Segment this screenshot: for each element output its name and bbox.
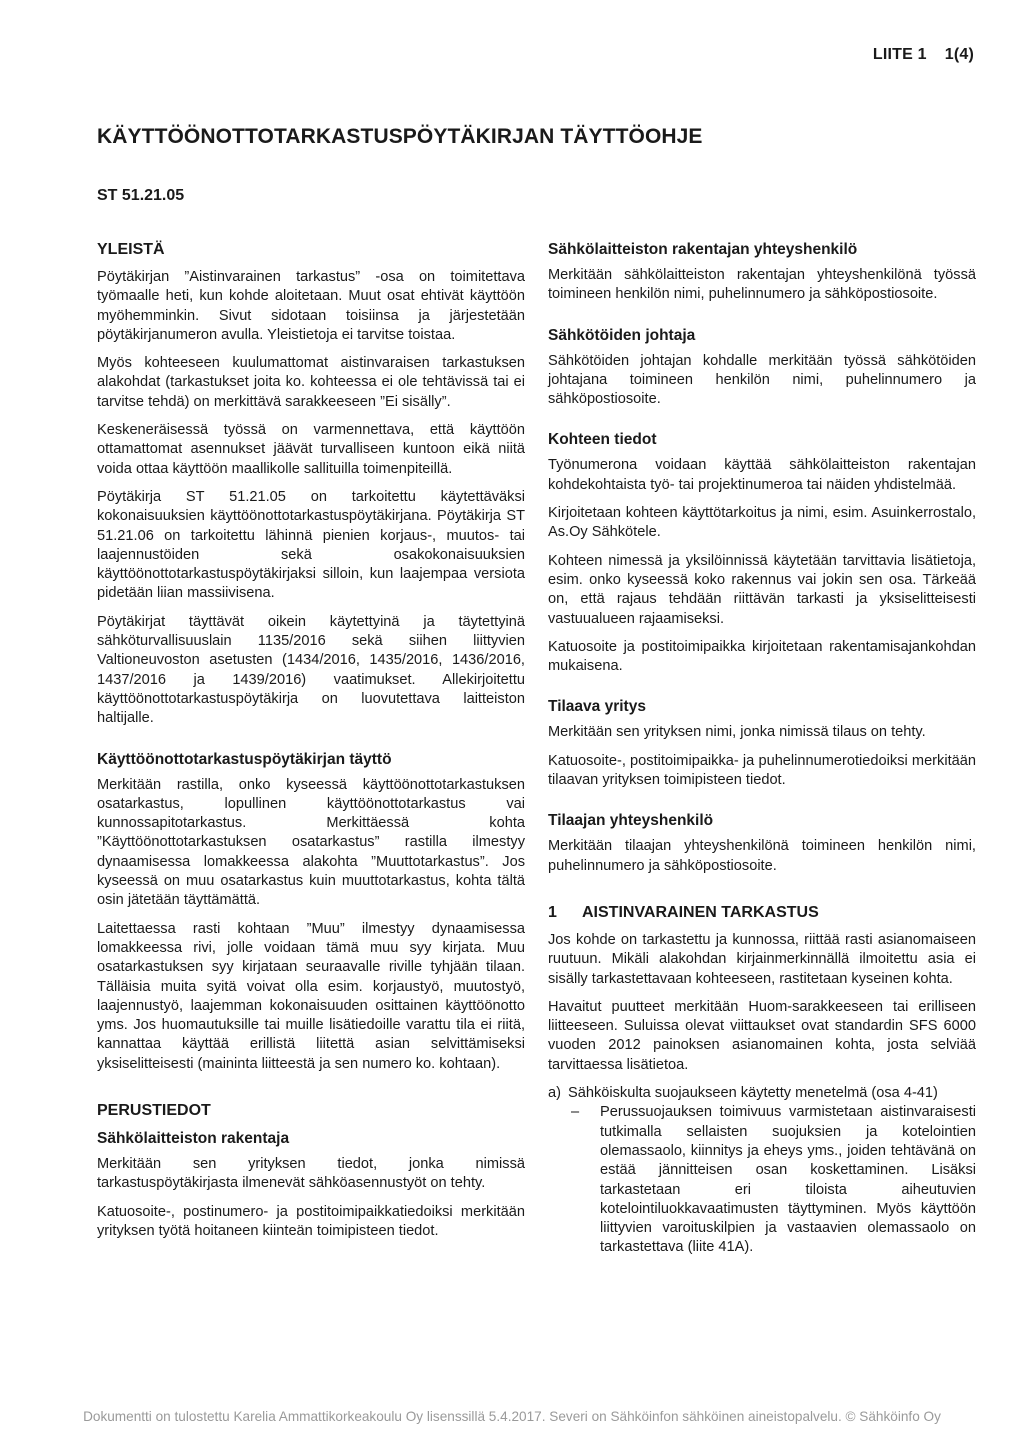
tilaajan-heading: Tilaajan yhteyshenkilö [548,812,714,830]
paragraph: Pöytäkirjan ”Aistinvarainen tarkastus” -osa on toimitettava työmaalle heti, kun kohde aloitetaan. Muut osat ehtivät käyttöön myöhemminkin. Sivut sidotaan toisiinsa ja järjestetään pöytäkirjanumeron avulla. Yleistietoja ei tarvitse toistaa. [97,269,525,343]
document-code: ST 51.21.05 [97,187,185,204]
kohde-heading: Kohteen tiedot [548,431,657,449]
dash-list-item [568,1103,976,1257]
paragraph: Merkitään sen yrityksen tiedot, jonka nimissä tarkastuspöytäkirjasta ilmenevät sähköasennustyöt on tehty. [97,1155,525,1192]
paragraph: Katuosoite ja postitoimipaikka kirjoitetaan rakentamisajankohdan mukaisena. [548,638,976,675]
page-header [873,46,974,64]
section-title: AISTINVARAINEN TARKASTUS [582,903,819,921]
paragraph: Kirjoitetaan kohteen käyttötarkoitus ja nimi, esim. Asuinkerrostalo, As.Oy Sähkötele. [548,505,976,541]
paragraph: Pöytäkirja ST 51.21.05 on tarkoitettu käytettäväksi kokonaisuuksien käyttöönottotarkastuspöytäkirjana. Pöytäkirja ST 51.21.06 on tarkoitettu lähinnä pienien korjaus-, muutos- tai laajennustöiden sekä osakokonaisuuksien käyttöönottotarkastuspöytäkirjaksi silloin, kun laajempaa versiota pidetään liian massiivisena. [97,488,525,602]
paragraph: Merkitään sähkölaitteiston rakentajan yhteyshenkilönä työssä toimineen henkilön nimi, puhelinnumero ja sähköpostiosoite. [548,267,976,303]
paragraph: Keskeneräisessä työssä on varmennettava, että käyttöön ottamattomat asennukset jäävät turvalliseen kuntoon eikä niitä voida ottaa käyttöön maallikolle sallituilla toimenpiteillä. [97,422,525,477]
section-number: 1 [548,903,557,921]
dash-item-text: Perussuojauksen toimivuus varmistetaan aistinvaraisesti tutkimalla sellaisten suojuksien ja kotelointien olemassaolo, kiinnitys ja eheys yms., joiden tehtävänä on estää jännitteisen osan koskettaminen. Lisäksi tarkastetaan eri tiloista aiheutuvien kotelointiluokkavaatimusten täyttyminen. Myös käyttöön liittyvien varoituskilpien ja vastaavien olemassaolo on tarkastettava (liite 41A). [600,1104,976,1256]
tilaava-heading: Tilaava yritys [548,698,646,716]
dash-marker: – [571,1104,580,1121]
document-title: KÄYTTÖÖNOTTOTARKASTUSPÖYTÄKIRJAN TÄYTTÖOHJE [97,125,703,148]
paragraph: Merkitään tilaajan yhteyshenkilönä toimineen henkilön nimi, puhelinnumero ja sähköpostiosoite. [548,838,976,874]
paragraph: Katuosoite-, postinumero- ja postitoimipaikkatiedoiksi merkitään yrityksen työtä hoitaneen kiinteän toimipisteen tiedot. [97,1203,525,1239]
paragraph: Työnumerona voidaan käyttää sähkölaitteiston rakentajan kohdekohtaista työ- tai projektinumeroa tai näiden yhdistelmää. [548,457,976,493]
paragraph: Sähkötöiden johtajan kohdalle merkitään työssä sähkötöiden johtajana toimineen henkilön nimi, puhelinnumero ja sähköpostiosoite. [548,352,976,408]
paragraph: Laitettaessa rasti kohtaan ”Muu” ilmestyy dynaamisessa lomakkeessa rivi, jolle voidaan tämä muu syy kirjata. Muu osatarkastuksen syy kirjataan seuraavalle riville tyhjään tilaan. Tälläisia muita syitä voivat olla esim. korjaustyö, muutostyö, laajennustyö, laajemman kokonaisuuden osittainen käyttöönotto yms. Jos huomautuksille tai muille lisätiedoille varattu tila ei riitä, kannattaa käyttää erillistä liitettä asian selvittämiseksi yksiselitteisesti (maininta liitteestä ja sen numero ko. kohtaan). [97,920,525,1072]
paragraph: Havaitut puutteet merkitään Huom-sarakkeeseen tai erilliseen liitteeseen. Suluissa olevat viittaukset ovat standardin SFS 6000 vuoden 2012 painoksen asianomainen kohta, josta selviää tarvittaessa lisätietoa. [548,998,976,1073]
left-column [97,240,525,1250]
perustiedot-heading: PERUSTIEDOT [97,1101,211,1119]
paragraph: Pöytäkirjat täyttävät oikein käytettyinä ja täytettyinä sähköturvallisuuslain 1135/2016 sekä siihen liittyvien Valtioneuvoston asetusten (1434/2016, 1435/2016, 1436/2016, 1437/2016 ja 1439/2016) vaatimukset. Allekirjoitettu käyttöönottotarkastuspöytäkirja on luovutettava laitteiston haltijalle. [97,613,525,727]
list-marker: a) [548,1085,561,1102]
page-number: 1(4) [944,46,974,63]
paragraph: Myös kohteeseen kuulumattomat aistinvaraisen tarkastuksen alakohdat (tarkastukset joita ko. kohteessa ei ole tehtävissä tai ei tarvitse tehdä) on merkittävä sarakkeeseen ”Ei sisälly”. [97,355,525,410]
johtaja-heading: Sähkötöiden johtaja [548,326,696,344]
right-column [548,240,976,1258]
paragraph: Kohteen nimessä ja yksilöinnissä käytetään tarvittavia lisätietoja, esim. onko kyseessä koko rakennus vai jokin sen osa. Tärkeää on, että rajaus tehdään riittävän tarkasti ja yksiselitteisesti vastuualueen rajaamiseksi. [548,552,976,627]
license-footer: Dokumentti on tulostettu Karelia Ammattikorkeakoulu Oy lisenssillä 5.4.2017. Severi on Sähköinfon sähköinen aineistopalvelu. © Sähköinfo Oy [83,1409,941,1424]
section-1-heading [548,903,976,923]
yhteyshenkilo-heading: Sähkölaitteiston rakentajan yhteyshenkilö [548,241,858,258]
paragraph: Katuosoite-, postitoimipaikka- ja puhelinnumerotiedoiksi merkitään tilaavan yrityksen toimipisteen tiedot. [548,752,976,789]
appendix-label: LIITE 1 [872,46,927,63]
rakentaja-heading: Sähkölaitteiston rakentaja [97,1129,290,1147]
paragraph: Jos kohde on tarkastettu ja kunnossa, riittää rasti asianomaiseen ruutuun. Mikäli alakohdan kirjainmerkinnällä ilmoitettu asia ei sisälly tarkastettavaan kohteeseen, rastitetaan kyseinen kohta. [548,931,976,987]
list-item-a [548,1084,976,1103]
paragraph: Merkitään rastilla, onko kyseessä käyttöönottotarkastuksen osatarkastus, lopullinen käyttöönottotarkastus vai kunnossapitotarkastus. Merkittäessä kohta ”Käyttöönottotarkastuksen osatarkastus” rastilla ilmestyy dynaamisessa lomakkeessa alakohta ”Muuttotarkastus”. Jos kyseessä on muu osatarkastus kuin muuttotarkastus, kohta tältä osin jätetään täyttämättä. [97,776,525,909]
paragraph: Merkitään sen yrityksen nimi, jonka nimissä tilaus on tehty. [548,724,926,741]
list-item-text: Sähköiskulta suojaukseen käytetty menetelmä (osa 4-41) [568,1085,938,1102]
yleista-heading: YLEISTÄ [97,241,165,258]
taytto-heading: Käyttöönottotarkastuspöytäkirjan täyttö [97,750,392,768]
